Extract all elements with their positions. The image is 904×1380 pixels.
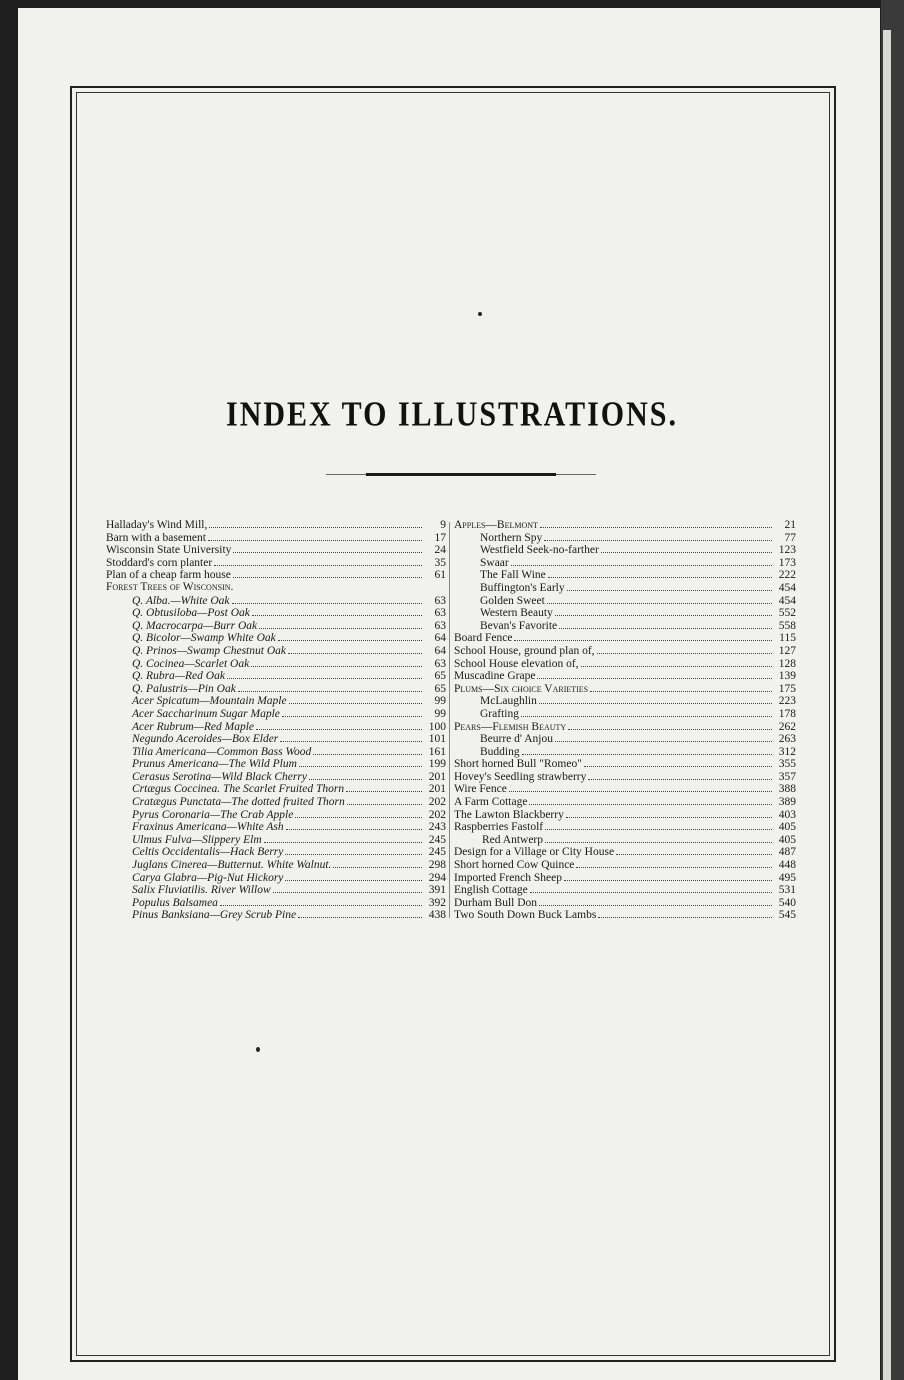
index-entry [106, 543, 446, 556]
index-entry-page: 389 [778, 796, 796, 809]
index-entry [454, 669, 796, 682]
dot-leader [509, 782, 772, 792]
index-entry-page: 63 [434, 619, 446, 632]
index-entry [454, 908, 796, 921]
index-entry [106, 896, 446, 909]
index-entry-page: 222 [778, 569, 796, 582]
index-entry [454, 720, 796, 733]
index-entry-label: Budding [480, 745, 520, 758]
dot-leader [539, 896, 772, 906]
dot-leader [273, 883, 422, 893]
dot-leader [259, 619, 422, 629]
index-entry-page: 245 [428, 833, 446, 846]
index-entry [106, 518, 446, 531]
dot-leader [252, 606, 422, 616]
index-entry-page: 405 [778, 821, 796, 834]
index-entry [106, 568, 446, 581]
dot-leader [313, 745, 422, 755]
dot-leader [590, 682, 772, 692]
dot-leader [298, 908, 422, 918]
index-entry-label: Q. Cocinea—Scarlet Oak [132, 657, 250, 670]
index-entry-label: Plums—Six choice Varieties [454, 682, 589, 695]
index-entry-page: 139 [778, 670, 796, 683]
index-entry [454, 795, 796, 808]
dot-leader [529, 795, 772, 805]
index-entry [106, 782, 446, 795]
index-entry [454, 619, 796, 632]
index-entry [454, 631, 796, 644]
index-entry-label: Pyrus Coronaria—The Crab Apple [132, 808, 294, 821]
index-entry [454, 782, 796, 795]
dot-leader [530, 883, 772, 893]
index-entry-label: Pears—Flemish Beauty [454, 720, 567, 733]
dot-leader [346, 782, 422, 792]
index-entry-label: Celtis Occidentalis—Hack Berry [132, 846, 284, 859]
dot-leader [545, 820, 772, 830]
index-entry-label: Westfield Seek-no-farther [480, 544, 599, 557]
index-entry-page: 24 [434, 544, 446, 557]
dot-leader [285, 871, 422, 881]
index-entry [454, 581, 796, 594]
dot-leader [333, 858, 422, 868]
index-entry-label: Q. Rubra—Red Oak [132, 670, 225, 683]
dot-leader [537, 669, 772, 679]
dot-leader [522, 745, 772, 755]
index-entry-label: Pinus Banksiana—Grey Scrub Pine [132, 909, 297, 922]
dot-leader [299, 757, 422, 767]
index-entry-page: 100 [428, 720, 446, 733]
index-entry-label: Q. Prinos—Swamp Chestnut Oak [132, 644, 286, 657]
index-entry [106, 581, 446, 594]
index-entry-page: 357 [778, 770, 796, 783]
dot-leader [233, 568, 422, 578]
dot-leader [295, 808, 422, 818]
index-entry-page: 161 [428, 745, 446, 758]
index-entry-page: 202 [428, 796, 446, 809]
index-entry-page: 201 [428, 783, 446, 796]
index-entry-page: 245 [428, 846, 446, 859]
index-entry [454, 594, 796, 607]
index-entry [454, 518, 796, 531]
dot-leader [256, 720, 422, 730]
index-entry [106, 669, 446, 682]
index-entry-page: 294 [428, 871, 446, 884]
dot-leader [289, 694, 422, 704]
index-entry-label: Populus Balsamea [132, 896, 218, 909]
index-entry-page: 388 [778, 783, 796, 796]
index-entry [454, 556, 796, 569]
index-entry-label: Fraxinus Americana—White Ash [132, 821, 284, 834]
index-entry-label: Cerasus Serotina—Wild Black Cherry [132, 770, 307, 783]
index-entry-page: 392 [428, 896, 446, 909]
dot-leader [598, 908, 772, 918]
index-entry [106, 858, 446, 871]
index-entry-page: 545 [778, 909, 796, 922]
index-entry-page: 99 [434, 695, 446, 708]
index-entry-page: 531 [778, 884, 796, 897]
index-entry-page: 99 [434, 707, 446, 720]
index-entry [106, 606, 446, 619]
index-entry-label: Acer Spicatum—Mountain Maple [132, 695, 287, 708]
index-entry [106, 682, 446, 695]
index-entry-label: Short horned Cow Quince [454, 859, 575, 872]
index-entry-label: Acer Saccharinum Sugar Maple [132, 707, 280, 720]
index-entry-label: Swaar [480, 556, 509, 569]
index-entry-label: Juglans Cinerea—Butternut. White Walnut. [132, 859, 332, 872]
dot-leader [548, 568, 772, 578]
index-entry [106, 745, 446, 758]
index-entry [454, 820, 796, 833]
index-entry [454, 770, 796, 783]
dot-leader [555, 606, 772, 616]
index-column-left [106, 518, 446, 921]
index-entry [454, 644, 796, 657]
index-entry-label: Carya Glabra—Pig-Nut Hickory [132, 871, 284, 884]
dot-leader [564, 871, 772, 881]
index-entry [106, 594, 446, 607]
dot-leader [597, 644, 772, 654]
dot-leader [220, 896, 422, 906]
index-entry [106, 820, 446, 833]
index-entry [106, 644, 446, 657]
index-entry-label: Golden Sweet [480, 594, 545, 607]
index-entry [454, 883, 796, 896]
dot-leader [214, 556, 422, 566]
index-entry [454, 568, 796, 581]
index-entry-label: Bevan's Favorite [480, 619, 558, 632]
index-entry-page: 202 [428, 808, 446, 821]
index-entry-label: Q. Bicolor—Swamp White Oak [132, 632, 276, 645]
dot-leader [227, 669, 422, 679]
dot-leader [208, 531, 422, 541]
index-entry [454, 745, 796, 758]
index-entry-label: Forest Trees of Wisconsin. [106, 580, 234, 593]
dot-leader [601, 543, 772, 553]
index-entry-page: 61 [434, 569, 446, 582]
index-entry-label: Q. Palustris—Pin Oak [132, 682, 236, 695]
index-entry-page: 262 [778, 720, 796, 733]
index-entry [454, 896, 796, 909]
index-entry-page: 21 [784, 519, 796, 531]
index-entry-page: 201 [428, 770, 446, 783]
dot-leader [588, 770, 772, 780]
index-entry-page: 540 [778, 896, 796, 909]
index-entry [454, 707, 796, 720]
dot-leader [581, 657, 772, 667]
title-rule [366, 473, 556, 476]
index-entry-label: School House elevation of, [454, 657, 579, 670]
index-entry-page: 263 [778, 733, 796, 746]
index-entry-page: 178 [778, 707, 796, 720]
index-entry [454, 871, 796, 884]
dot-leader [309, 770, 422, 780]
dot-leader [521, 707, 772, 717]
index-entry-label: The Fall Wine [480, 569, 546, 582]
index-entry-page: 487 [778, 846, 796, 859]
index-entry-page: 65 [434, 670, 446, 683]
index-entry-label: McLaughlin [480, 695, 537, 708]
dot-leader [544, 531, 772, 541]
index-entry [454, 694, 796, 707]
index-entry-label: Buffington's Early [480, 581, 565, 594]
ink-speck [256, 1047, 260, 1052]
index-entry-page: 298 [428, 859, 446, 872]
index-entry [106, 770, 446, 783]
index-entry-label: Acer Rubrum—Red Maple [132, 720, 254, 733]
index-entry-page: 454 [778, 594, 796, 607]
index-entry [106, 631, 446, 644]
index-entry [106, 619, 446, 632]
dot-leader [251, 657, 422, 667]
dot-leader [539, 694, 772, 704]
index-entry [106, 845, 446, 858]
index-entry-page: 391 [428, 884, 446, 897]
index-entry-label: Salix Fluviatilis. River Willow [132, 884, 271, 897]
index-entry-page: 63 [434, 594, 446, 607]
index-entry-page: 403 [778, 808, 796, 821]
index-entry [106, 757, 446, 770]
index-entry-page: 312 [778, 745, 796, 758]
dot-leader [264, 833, 422, 843]
index-entry [454, 757, 796, 770]
index-entry-label: Durham Bull Don [454, 896, 538, 909]
index-entry [106, 795, 446, 808]
dot-leader [209, 518, 422, 528]
index-entry [106, 732, 446, 745]
index-entry-label: Wire Fence [454, 783, 507, 796]
index-entry-label: Q. Obtusiloba—Post Oak [132, 607, 250, 620]
index-entry-label: Two South Down Buck Lambs [454, 909, 597, 922]
index-entry-label: Northern Spy [480, 531, 543, 544]
dot-leader [547, 594, 772, 604]
index-entry-page: 175 [778, 682, 796, 695]
index-entry-page: 64 [434, 644, 446, 657]
index-entry-label: Stoddard's corn planter [106, 556, 213, 569]
index-entry-page: 243 [428, 821, 446, 834]
dot-leader [233, 543, 422, 553]
index-entry-label: School House, ground plan of, [454, 644, 595, 657]
index-entry-label: Barn with a basement [106, 531, 206, 544]
dot-leader [285, 845, 422, 855]
index-entry-page: 438 [428, 909, 446, 922]
index-entry-page: 63 [434, 607, 446, 620]
index-entry-label: Beurre d' Anjou [480, 733, 553, 746]
index-entry-page: 173 [778, 556, 796, 569]
index-entry-label: A Farm Cottage [454, 796, 528, 809]
index-entry [454, 606, 796, 619]
dot-leader [347, 795, 422, 805]
dot-leader [616, 845, 772, 855]
index-entry [454, 845, 796, 858]
index-entry-label: Grafting [480, 707, 519, 720]
dot-leader [286, 820, 422, 830]
index-entry-label: English Cottage [454, 884, 528, 897]
index-entry-page: 558 [778, 619, 796, 632]
index-entry-page: 405 [778, 833, 796, 846]
index-entry-page: 65 [434, 682, 446, 695]
dot-leader [545, 833, 772, 843]
index-entry-page: 454 [778, 581, 796, 594]
index-entry-page: 495 [778, 871, 796, 884]
index-entry-page: 35 [434, 556, 446, 569]
index-entry [106, 833, 446, 846]
index-entry [106, 808, 446, 821]
index-entry-label: Q. Macrocarpa—Burr Oak [132, 619, 258, 632]
index-entry-label: Prunus Americana—The Wild Plum [132, 758, 297, 771]
index-entry-page: 101 [428, 733, 446, 746]
index-entry-page: 9 [440, 519, 446, 531]
index-entry-label: Cratægus Punctata—The dotted fruited Thorn [132, 796, 345, 809]
dot-leader [232, 594, 422, 604]
index-entry-page: 448 [778, 859, 796, 872]
index-entry [106, 871, 446, 884]
dot-leader [555, 732, 772, 742]
dot-leader [514, 631, 772, 641]
index-entry [106, 707, 446, 720]
index-entry-page: 355 [778, 758, 796, 771]
index-entry [454, 808, 796, 821]
index-entry-page: 552 [778, 607, 796, 620]
index-entry [106, 883, 446, 896]
index-entry [454, 531, 796, 544]
index-entry-label: Design for a Village or City House [454, 846, 615, 859]
index-entry-page: 63 [434, 657, 446, 670]
index-entry [454, 858, 796, 871]
index-entry [106, 694, 446, 707]
index-entry-page: 199 [428, 758, 446, 771]
index-entry-label: Crtægus Coccinea. The Scarlet Fruited Thorn [132, 783, 345, 796]
index-entry [106, 720, 446, 733]
index-entry [106, 908, 446, 921]
index-entry-page: 223 [778, 695, 796, 708]
dot-leader [567, 581, 772, 591]
index-entry [106, 531, 446, 544]
index-entry [454, 543, 796, 556]
index-entry-page: 115 [779, 632, 796, 645]
dot-leader [288, 644, 422, 654]
index-entry [454, 732, 796, 745]
index-entry-label: Red Antwerp [482, 833, 544, 846]
dot-leader [568, 720, 772, 730]
index-entry [454, 682, 796, 695]
adjacent-page-edge [881, 0, 904, 1380]
index-entry-label: Imported French Sheep [454, 871, 562, 884]
dot-leader [576, 858, 772, 868]
column-divider [449, 522, 450, 918]
dot-leader [559, 619, 772, 629]
index-entry-label: Ulmus Fulva—Slippery Elm [132, 833, 262, 846]
index-entry-page: 127 [778, 644, 796, 657]
index-entry-label: Western Beauty [480, 607, 553, 620]
index-entry-label: Raspberries Fastolf [454, 821, 544, 834]
index-entry [106, 657, 446, 670]
index-entry-page: 77 [784, 531, 796, 544]
index-entry-label: Q. Alba.—White Oak [132, 594, 230, 607]
dot-leader [511, 556, 772, 566]
page-title: INDEX TO ILLUSTRATIONS. [226, 395, 678, 434]
dot-leader [238, 682, 422, 692]
index-entry-label: Hovey's Seedling strawberry [454, 770, 587, 783]
dot-leader [566, 808, 772, 818]
index-column-right [454, 518, 796, 921]
index-entry-page: 123 [778, 544, 796, 557]
index-entry-page: 64 [434, 632, 446, 645]
index-entry [106, 556, 446, 569]
dot-leader [280, 732, 422, 742]
dot-leader [278, 631, 422, 641]
index-entry-page: 17 [434, 531, 446, 544]
index-entry-label: Apples—Belmont [454, 519, 538, 531]
index-entry-label: Plan of a cheap farm house [106, 569, 231, 582]
dot-leader [584, 757, 772, 767]
index-entry-label: The Lawton Blackberry [454, 808, 564, 821]
index-entry [454, 657, 796, 670]
index-entry-page: 128 [778, 657, 796, 670]
index-entry-label: Wisconsin State University [106, 544, 232, 557]
index-entry-label: Board Fence [454, 632, 513, 645]
index-entry-label: Negundo Aceroides—Box Elder [132, 733, 279, 746]
dot-leader [540, 518, 772, 528]
dot-leader [282, 707, 422, 717]
index-entry [454, 833, 796, 846]
index-entry-label: Halladay's Wind Mill, [106, 519, 208, 531]
index-entry-label: Tilia Americana—Common Bass Wood [132, 745, 312, 758]
index-entry-label: Muscadine Grape [454, 670, 536, 683]
index-entry-label: Short horned Bull "Romeo" [454, 758, 582, 771]
ink-speck [478, 312, 482, 316]
